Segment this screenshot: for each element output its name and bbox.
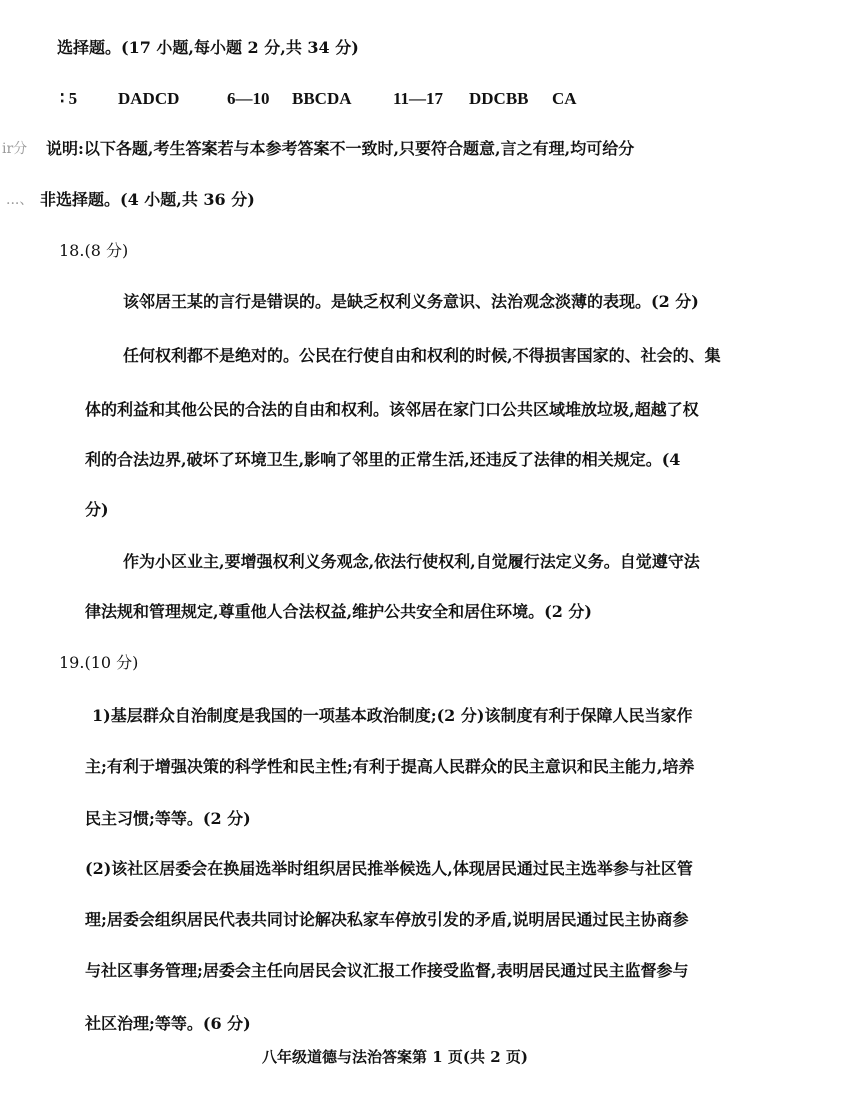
q19-line: 与社区事务管理;居委会主任向居民会议汇报工作接受监督,表明居民通过民主监督参与 — [85, 961, 689, 980]
q19-line: 1)基层群众自治制度是我国的一项基本政治制度;(2 分)该制度有利于保障人民当家作 — [92, 706, 693, 725]
q19-line: 理;居委会组织居民代表共同讨论解决私家车停放引发的矛盾,说明居民通过民主协商参 — [85, 910, 689, 929]
page-footer: 八年级道德与法治答案第 1 页(共 2 页) — [262, 1048, 528, 1066]
q18-heading: 18.(8 分) — [59, 241, 129, 260]
q19-line: 社区治理;等等。(6 分) — [85, 1014, 251, 1033]
q19-line: 民主习惯;等等。(2 分) — [85, 809, 251, 828]
scoring-note: 说明:以下各题,考生答案若与本参考答案不一致时,只要符合题意,言之有理,均可给分 — [46, 139, 635, 158]
q18-line: 任何权利都不是绝对的。公民在行使自由和权利的时候,不得损害国家的、社会的、集 — [123, 346, 721, 365]
note-lead: ir分 — [2, 141, 28, 157]
section2-lead: ...、 — [6, 192, 34, 208]
answer-group-3-label: 11—17 — [393, 89, 444, 108]
q19-heading: 19.(10 分) — [59, 653, 139, 672]
answer-group-2-label: 6—10 — [227, 89, 270, 108]
q18-line: 体的利益和其他公民的合法的自由和权利。该邻居在家门口公共区域堆放垃圾,超越了权 — [85, 400, 699, 419]
q18-line: 利的合法边界,破坏了环境卫生,影响了邻里的正常生活,还违反了法律的相关规定。(4 — [85, 450, 681, 469]
answer-group-2: BBCDA — [292, 89, 352, 108]
section-title-choice: 选择题。(17 小题,每小题 2 分,共 34 分) — [57, 38, 359, 57]
answer-lead: ∶ 5 — [60, 89, 78, 108]
answer-group-3: DDCBB — [469, 89, 529, 108]
section-title-nonchoice: 非选择题。(4 小题,共 36 分) — [40, 190, 255, 209]
q19-line: 主;有利于增强决策的科学性和民主性;有利于提高人民群众的民主意识和民主能力,培养 — [85, 757, 695, 776]
answer-group-3-tail: CA — [552, 89, 577, 108]
q18-line: 分) — [85, 500, 109, 519]
q18-line: 作为小区业主,要增强权利义务观念,依法行使权利,自觉履行法定义务。自觉遵守法 — [123, 552, 700, 571]
q18-line: 律法规和管理规定,尊重他人合法权益,维护公共安全和居住环境。(2 分) — [85, 602, 592, 621]
q18-line: 该邻居王某的言行是错误的。是缺乏权利义务意识、法治观念淡薄的表现。(2 分) — [123, 292, 699, 311]
q19-line: (2)该社区居委会在换届选举时组织居民推举候选人,体现居民通过民主选举参与社区管 — [85, 859, 693, 878]
answer-group-1: DADCD — [118, 89, 180, 108]
